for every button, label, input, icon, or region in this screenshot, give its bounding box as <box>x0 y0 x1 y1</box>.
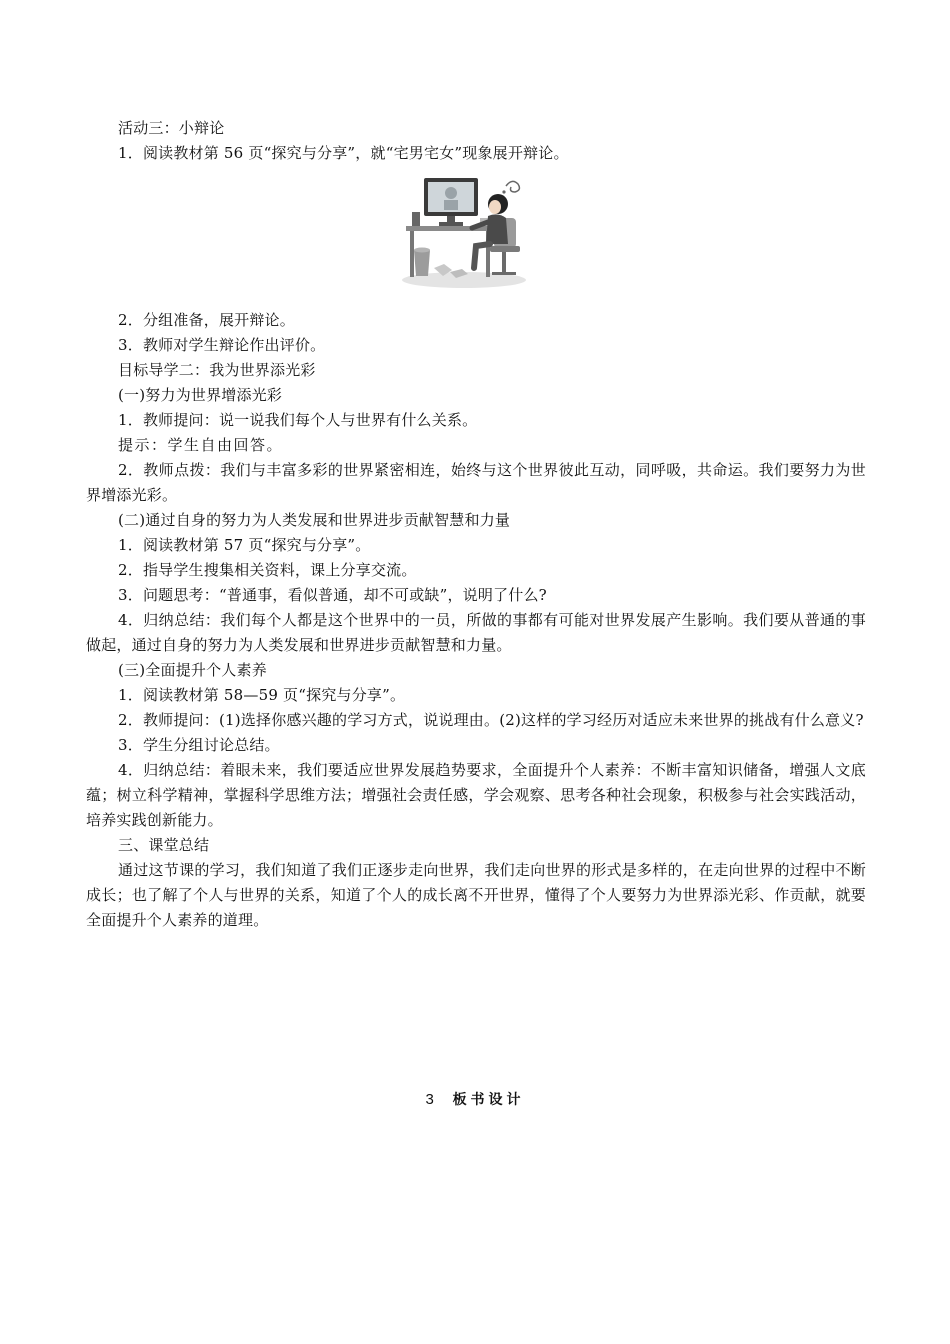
paragraph: 3．教师对学生辩论作出评价。 <box>118 336 326 354</box>
paragraph: 2．教师点拨：我们与丰富多彩的世界紧密相连，始终与这个世界彼此互动，同呼吸，共命运。我们要努力为世界增添光彩。 <box>86 461 866 504</box>
body-text <box>86 116 866 933</box>
activity-heading: 活动三：小辩论 <box>118 119 225 137</box>
subsection-heading: (二)通过自身的努力为人类发展和世界进步贡献智慧和力量 <box>118 511 511 529</box>
section-heading: 三、课堂总结 <box>118 836 210 854</box>
paragraph: 4．归纳总结：我们每个人都是这个世界中的一员，所做的事都有可能对世界发展产生影响。我们要从普通的事做起，通过自身的努力为人类发展和世界进步贡献智慧和力量。 <box>86 611 866 654</box>
subsection-heading: (一)努力为世界增添光彩 <box>118 386 283 404</box>
hint-paragraph: 提示：学生自由回答。 <box>118 436 284 454</box>
illustration-boy-at-computer <box>86 172 866 294</box>
section-footer <box>0 1088 950 1111</box>
section-heading: 目标导学二：我为世界添光彩 <box>118 361 316 379</box>
subsection-heading: (三)全面提升个人素养 <box>118 661 267 679</box>
summary-paragraph: 通过这节课的学习，我们知道了我们正逐步走向世界，我们走向世界的形式是多样的，在走向世界的过程中不断成长；也了解了个人与世界的关系，知道了个人的成长离不开世界，懂得了个人要努力为世界添光彩、作贡献，就要全面提升个人素养的道理。 <box>86 861 866 929</box>
paragraph: 2．指导学生搜集相关资料，课上分享交流。 <box>118 561 417 579</box>
paragraph: 1．阅读教材第 57 页“探究与分享”。 <box>118 536 371 554</box>
paragraph: 3．学生分组讨论总结。 <box>118 736 280 754</box>
section-number: 3 <box>425 1091 434 1108</box>
paragraph: 1．阅读教材第 56 页“探究与分享”，就“宅男宅女”现象展开辩论。 <box>118 144 569 162</box>
paragraph: 1．教师提问：说一说我们每个人与世界有什么关系。 <box>118 411 478 429</box>
boy-at-computer-image <box>394 172 534 290</box>
paragraph: 2．分组准备，展开辩论。 <box>118 311 295 329</box>
paragraph: 2．教师提问：(1)选择你感兴趣的学习方式，说说理由。(2)这样的学习经历对适应未来世界的挑战有什么意义? <box>118 711 864 729</box>
paragraph: 1．阅读教材第 58—59 页“探究与分享”。 <box>118 686 406 704</box>
paragraph: 4．归纳总结：着眼未来，我们要适应世界发展趋势要求，全面提升个人素养：不断丰富知识储备，增强人文底蕴；树立科学精神，掌握科学思维方法；增强社会责任感，学会观察、思考各种社会现象，积极参与社会实践活动，培养实践创新能力。 <box>86 761 866 829</box>
paragraph: 3．问题思考：“普通事，看似普通，却不可或缺”，说明了什么? <box>118 586 547 604</box>
section-title: 板书设计 <box>452 1092 525 1108</box>
